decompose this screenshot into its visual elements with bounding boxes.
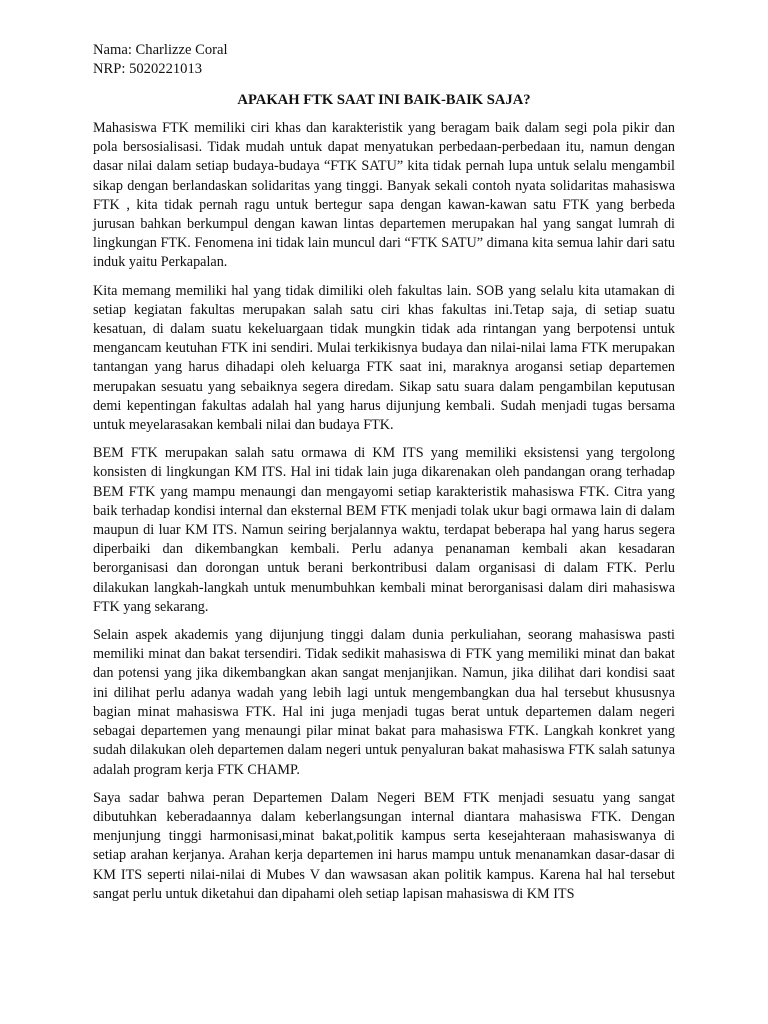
paragraph-3: BEM FTK merupakan salah satu ormawa di KM ITS yang memiliki eksistensi yang tergolong konsisten di lingkungan KM ITS. Hal ini tidak lain juga dikarenakan oleh pandangan orang terhadap BEM FTK yang mampu menaungi dan mengayomi setiap karakteristik mahasiswa FTK. Citra yang baik terhadap kondisi internal dan eksternal BEM FTK menjadi tolak ukur bagi ormawa lain di dalam maupun di luar KM ITS. Namun seiring berjalannya waktu, terdapat beberapa hal yang harus segera diperbaiki dan dikembangkan kembali. Perlu adanya penanaman kembali akan kesadaran berorganisasi dan dorongan untuk berani berkontribusi dalam organisasi di dalam FTK. Perlu dilakukan langkah-langkah untuk menumbuhkan kembali minat berorganisasi dalam diri mahasiswa FTK yang sekarang. [93, 445, 675, 615]
document-page [93, 41, 675, 913]
author-name: Nama: Charlizze Coral [93, 42, 228, 58]
document-title: APAKAH FTK SAAT INI BAIK-BAIK SAJA? [237, 92, 531, 108]
author-nrp: NRP: 5020221013 [93, 61, 203, 77]
paragraph-5: Saya sadar bahwa peran Departemen Dalam Negeri BEM FTK menjadi sesuatu yang sangat dibutuhkan keberadaannya dalam keberlangsungan internal diantara mahasiswa FTK. Dengan menjunjung tinggi harmonisasi,minat bakat,politik kampus serta kesejahteraan mahasiswanya di setiap arahan kerjanya. Arahan kerja departemen ini harus mampu untuk menanamkan dasar-dasar di KM ITS seperti nilai-nilai di Mubes V dan wawsasan akan politik kampus. Karena hal hal tersebut sangat perlu untuk diketahui dan dipahami oleh setiap lapisan mahasiswa di KM ITS [93, 789, 675, 902]
paragraph-4: Selain aspek akademis yang dijunjung tinggi dalam dunia perkuliahan, seorang mahasiswa pasti memiliki minat dan bakat tersendiri. Tidak sedikit mahasiswa di FTK yang memiliki minat dan bakat dan potensi yang jika dikembangkan akan sangat menjanjikan. Namun, jika dilihat dari kondisi saat ini dilihat perlu adanya wadah yang lebih lagi untuk mengembangkan dua hal tersebut khususnya bagian minat mahasiswa FTK. Hal ini juga menjadi tugas berat untuk departemen dalam negeri sebagai departemen yang menaungi pilar minat bakat para mahasiswa FTK. Langkah konkret yang sudah dilakukan oleh departemen dalam negeri untuk penyaluran bakat mahasiswa FTK salah satunya adalah program kerja FTK CHAMP. [93, 627, 675, 778]
paragraph-2: Kita memang memiliki hal yang tidak dimiliki oleh fakultas lain. SOB yang selalu kita utamakan di setiap kegiatan fakultas merupakan salah satu ciri khas fakultas ini.Tetap saja, di setiap suatu kesatuan, di dalam suatu kekeluargaan tidak mungkin tidak ada rintangan yang berpotensi untuk mengancam keutuhan FTK ini sendiri. Mulai terkikisnya budaya dan nilai-nilai lama FTK merupakan tantangan yang harus dihadapi oleh keluarga FTK saat ini, maraknya arogansi setiap departemen merupakan sesuatu yang sebaiknya segera diredam. Sikap satu suara dalam pengambilan keputusan demi kepentingan fakultas adalah hal yang harus dijunjung kembali. Sudah menjadi tugas bersama untuk meyelarasakan kembali nilai dan budaya FTK. [93, 282, 675, 434]
paragraph-1: Mahasiswa FTK memiliki ciri khas dan karakteristik yang beragam baik dalam segi pola pikir dan pola bersosialisasi. Tidak mudah untuk dapat menyatukan perbedaan-perbedaan itu, namun dengan dasar nilai dalam setiap budaya-budaya “FTK SATU” kita tidak pernah lupa untuk selalu mengambil sikap dengan berlandaskan solidaritas yang tinggi. Banyak sekali contoh nyata solidaritas mahasiswa FTK , kita tidak pernah ragu untuk bertegur sapa dengan kawan-kawan satu FTK yang berbeda jurusan bahkan berkumpul dengan kawan lintas departemen merupakan hal yang sangat lumrah di lingkungan FTK. Fenomena ini tidak lain muncul dari “FTK SATU” dimana kita semua lahir dari satu induk yaitu Perkapalan. [93, 120, 675, 271]
